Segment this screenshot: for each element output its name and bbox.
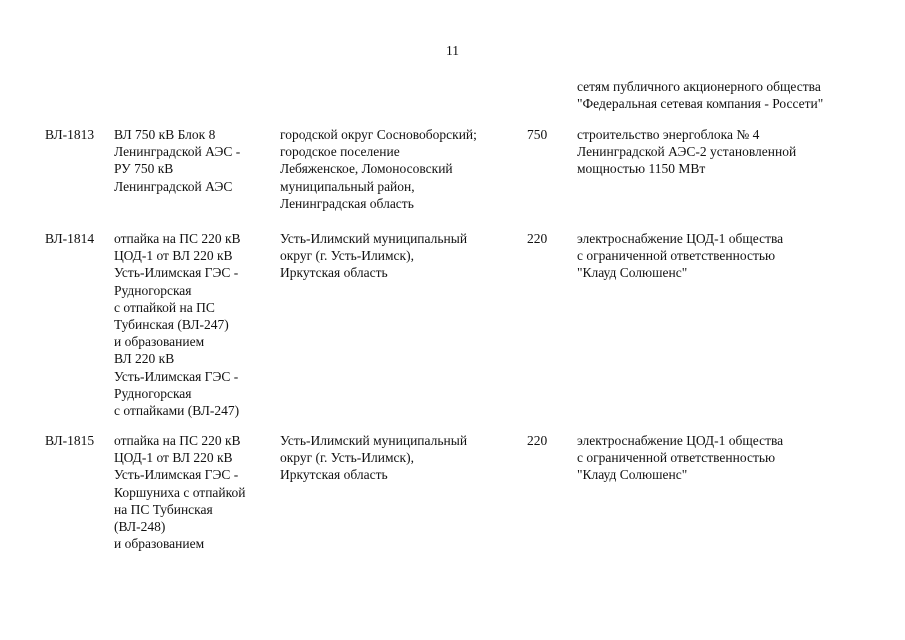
line-name-text: РУ 750 кВ	[114, 161, 174, 177]
location-text: городской округ Сосновоборский;	[280, 127, 477, 142]
location-text: округ (г. Усть-Илимск),	[280, 248, 414, 264]
line-name-text: Усть-Илимская ГЭС -	[114, 467, 239, 483]
purpose-text: строительство энергоблока № 4	[577, 127, 760, 142]
line-name-text: и образованием	[114, 536, 205, 552]
line-name-text: с отпайкой на ПС	[114, 299, 215, 315]
line-name-text: ЦОД-1 от ВЛ 220 кВ	[114, 248, 233, 264]
location-text: Усть-Илимский муниципальный	[280, 231, 468, 246]
line-name-text: с отпайками (ВЛ-247)	[114, 403, 240, 419]
voltage: 750	[527, 127, 548, 142]
page-number: 11	[446, 43, 459, 58]
purpose	[577, 126, 796, 178]
location-text: округ (г. Усть-Илимск),	[280, 450, 414, 466]
continued-purpose-text	[577, 78, 887, 112]
line-code: ВЛ-1814	[45, 231, 95, 246]
purpose-text: электроснабжение ЦОД-1 общества	[577, 433, 784, 448]
line-name-text: Тубинская (ВЛ-247)	[114, 317, 229, 333]
location	[280, 230, 467, 282]
location	[280, 126, 477, 212]
continued-line: сетям публичного акционерного общества	[577, 79, 821, 94]
line-name-text: Коршуниха с отпайкой	[114, 484, 246, 500]
purpose-text: "Клауд Солюшенс"	[577, 467, 688, 483]
line-name-text: ВЛ 750 кВ Блок 8	[114, 127, 216, 142]
line-name-text: на ПС Тубинская	[114, 501, 213, 517]
purpose	[577, 230, 783, 282]
location-text: Усть-Илимский муниципальный	[280, 433, 468, 448]
line-name-text: ВЛ 220 кВ	[114, 351, 175, 367]
line-name-text: Рудногорская	[114, 282, 192, 298]
line-name-text: Усть-Илимская ГЭС -	[114, 368, 239, 384]
line-name	[114, 230, 241, 419]
purpose	[577, 432, 783, 484]
line-name-text: отпайка на ПС 220 кВ	[114, 433, 241, 448]
purpose-text: с ограниченной ответственностью	[577, 248, 776, 264]
location-text: Иркутская область	[280, 265, 388, 281]
line-name	[114, 432, 246, 552]
line-name-text: ЦОД-1 от ВЛ 220 кВ	[114, 450, 233, 466]
line-name-text: Ленинградской АЭС	[114, 178, 233, 194]
line-code: ВЛ-1815	[45, 433, 95, 448]
location-text: Ленинградская область	[280, 195, 414, 211]
purpose-text: мощностью 1150 МВт	[577, 161, 706, 177]
location-text: муниципальный район,	[280, 178, 415, 194]
line-name-text: Усть-Илимская ГЭС -	[114, 265, 239, 281]
line-name-text: Рудногорская	[114, 385, 192, 401]
voltage: 220	[527, 231, 548, 246]
location-text: Иркутская область	[280, 467, 388, 483]
line-name-text: (ВЛ-248)	[114, 519, 166, 535]
purpose-text: электроснабжение ЦОД-1 общества	[577, 231, 784, 246]
location-text: городское поселение	[280, 144, 400, 160]
line-name-text: и образованием	[114, 334, 205, 350]
line-code: ВЛ-1813	[45, 127, 95, 142]
purpose-text: с ограниченной ответственностью	[577, 450, 776, 466]
voltage: 220	[527, 433, 548, 448]
line-name	[114, 126, 240, 195]
line-name-text: отпайка на ПС 220 кВ	[114, 231, 241, 246]
location-text: Лебяженское, Ломоносовский	[280, 161, 453, 177]
continued-line: "Федеральная сетевая компания - Россети"	[577, 96, 824, 112]
line-name-text: Ленинградской АЭС -	[114, 144, 241, 160]
purpose-text: "Клауд Солюшенс"	[577, 265, 688, 281]
purpose-text: Ленинградской АЭС-2 установленной	[577, 144, 797, 160]
location	[280, 432, 467, 484]
